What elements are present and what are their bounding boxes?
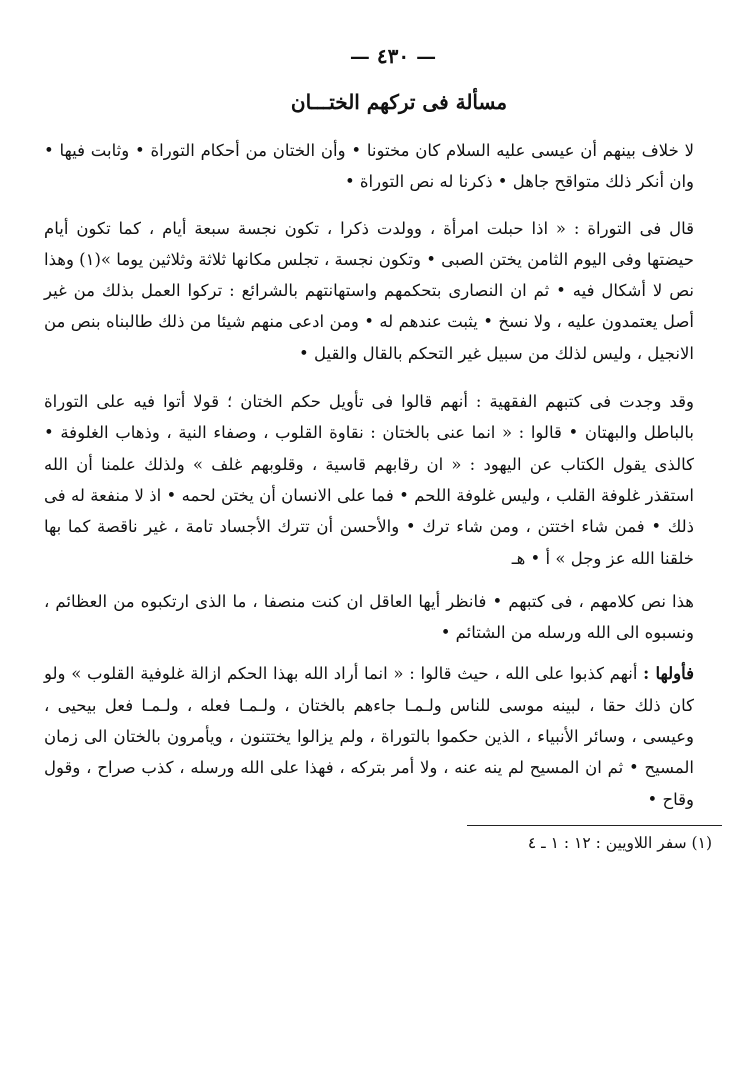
lead-word: فأولها : [643,664,694,684]
paragraph-2: قال فى التوراة : « اذا حبلت امرأة ، وولدت ذكرا ، تكون نجسة سبعة أيام ، كما تكون أيام حيضتها وفى اليوم الثامن يختن الصبى • وتكون نجسة ، تجلس مكانها ثلاثة وثلاثين يوما »(١) وهذا نص لا أشكال فيه • ثم ان النصارى بتحكمهم واستهانتهم بالشرائع : تركوا العمل بذلك من غير أصل يعتمدون عليه ، ولا نسخ • يثبت عندهم له • ومن ادعى منهم شيئا من ذلك طالبناه بنص من الانجيل ، وليس لذلك من سبيل غير التحكم بالقال والقيل • [44,218,694,363]
section-title: مسألة فى تركهم الختـــان [290,90,508,114]
footnote-divider [467,825,722,826]
footnote: (١) سفر اللاويين : ١٢ : ١ ـ ٤ [527,833,712,852]
paragraph-3: وقد وجدت فى كتبهم الفقهية : أنهم قالوا فى تأويل حكم الختان ؛ قولا أتوا فيه على التوراة بالباطل والبهتان • قالوا : « انما عنى بالختان : نقاوة القلوب ، وصفاء النية ، وذهاب الغلوفة • كالذى يقول الكتاب عن اليهود : « ان رقابهم قاسية ، وقلوبهم غلف » ولذلك علمنا أن الله استقذر غلوفة القلب ، وليس غلوفة اللحم • فما على الانسان أن يختن لحمه • اذ لا منفعة له فى ذلك • فمن شاء اختتن ، ومن شاء ترك • والأحسن أن تترك الأجساد تامة ، غير ناقصة كما بها خلقنا الله عز وجل » أ • هـ [44,392,694,568]
body-text [44,135,722,815]
paragraph-5-text: أنهم كذبوا على الله ، حيث قالوا : « انما أراد الله بهذا الحكم ازالة غلوفية القلوب » ولو كان ذلك حقا ، لبينه موسى للناس ولـمـا جاءهم بالختان ، ولـمـا فعله ، ولـمـا فعل بيحيى ، وعيسى ، وسائر الأنبياء ، الذين حكموا بالتوراة ، ولم يزالوا يختتنون ، ويأمرون بالختان الى زمان المسيح • ثم ان المسيح لم ينه عنه ، ولا أمر بتركه ، فهذا على الله ورسله ، كذب صراح ، وقول وقاح • [44,664,694,809]
paragraph-5 [44,658,722,814]
page-number: — ٤٣٠ — [349,44,437,68]
paragraph-4: هذا نص كلامهم ، فى كتبهم • فانظر أيها العاقل ان كنت منصفا ، ما الذى ارتكبوه من العظائم ، ونسبوه الى الله ورسله من الشتائم • [44,591,694,643]
paragraph-1: لا خلاف بينهم أن عيسى عليه السلام كان مختونا • وأن الختان من أحكام التوراة • وثابت فيها • وان أنكر ذلك متواقح جاهل • ذكرنا له نص التوراة • [44,141,694,192]
